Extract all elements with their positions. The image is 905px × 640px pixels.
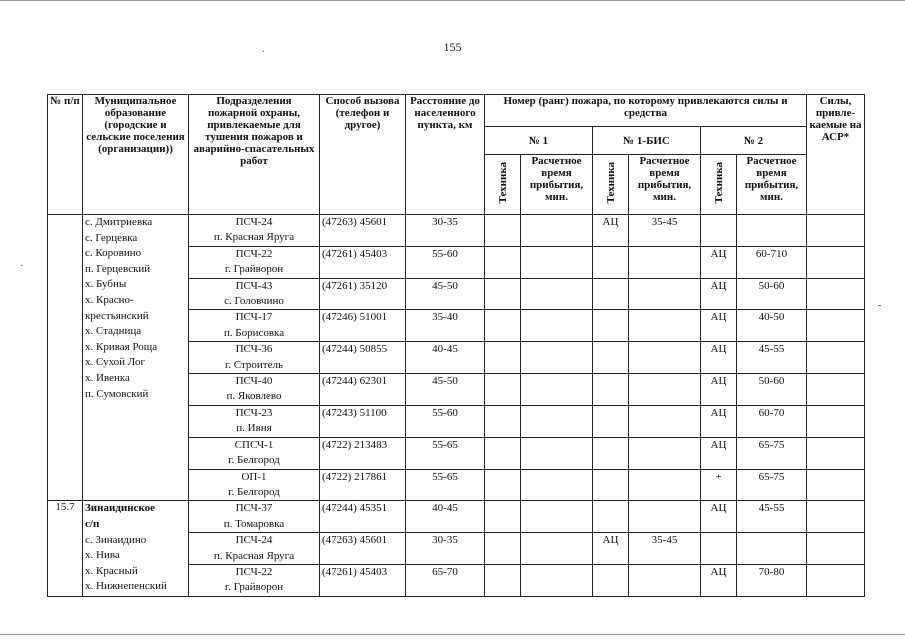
unit-location: г. Белгород (228, 485, 280, 498)
settlement-name: х. Красно- (85, 293, 134, 306)
asr-cell (807, 533, 865, 565)
asr-cell (807, 246, 865, 278)
arrival-2-cell: 60-70 (737, 405, 807, 437)
unit-name: СПСЧ-1 (234, 438, 274, 451)
distance-cell: 45-50 (406, 278, 485, 310)
arrival-2-cell: 70-80 (737, 564, 807, 596)
arrival-1bis-cell (629, 246, 701, 278)
settlement-name: х. Красный (85, 564, 138, 577)
settlement-name: п. Герцевский (85, 262, 151, 275)
unit-cell (189, 437, 320, 469)
unit-name: ПСЧ-24 (235, 216, 273, 228)
distance-cell: 30-35 (406, 215, 485, 247)
arrival-2-cell: 65-75 (737, 469, 807, 501)
asr-cell (807, 564, 865, 596)
tech-2-cell: АЦ (701, 374, 737, 406)
unit-cell (189, 246, 320, 278)
municipal-title: с/п (85, 517, 100, 530)
unit-location: г. Грайворон (224, 263, 284, 276)
table-header (48, 95, 865, 215)
unit-cell (189, 374, 320, 406)
tech-1bis-cell (593, 469, 629, 501)
phone-cell: (47244) 50855 (320, 342, 406, 374)
unit-cell (189, 533, 320, 565)
phone-cell: (4722) 217861 (320, 469, 406, 501)
arrival-1-cell (521, 278, 593, 310)
arrival-2-cell: 40-50 (737, 310, 807, 342)
tech-1-cell (485, 342, 521, 374)
asr-cell (807, 278, 865, 310)
header-arrival-2: Расчетное время прибытия, мин. (737, 155, 807, 215)
header-num: № п/п (48, 95, 83, 215)
settlement-name: х. Ивенка (85, 371, 130, 384)
asr-cell (807, 469, 865, 501)
tech-2-cell: + (701, 469, 737, 501)
distance-cell: 40-45 (406, 342, 485, 374)
tech-1bis-cell (593, 374, 629, 406)
header-asr: Силы, привле-каемые на АСР* (807, 95, 865, 215)
header-distance: Расстояние до населенного пункта, км (406, 95, 485, 215)
tech-1bis-cell (593, 278, 629, 310)
settlement-name: х. Нива (85, 549, 120, 562)
settlement-name: х. Сухой Лог (85, 356, 145, 369)
arrival-1-cell (521, 469, 593, 501)
distance-cell: 30-35 (406, 533, 485, 565)
tech-2-cell: АЦ (701, 501, 737, 533)
table-body (48, 215, 865, 597)
tech-2-cell: АЦ (701, 246, 737, 278)
tech-2-cell (701, 215, 737, 247)
distance-cell: 55-65 (406, 469, 485, 501)
arrival-2-cell (737, 533, 807, 565)
arrival-1-cell (521, 501, 593, 533)
distance-cell: 35-40 (406, 310, 485, 342)
scan-speck: . (20, 258, 23, 269)
settlement-name: х. Бубны (85, 278, 127, 291)
phone-cell: (47261) 45403 (320, 564, 406, 596)
tech-1-cell (485, 246, 521, 278)
asr-cell (807, 437, 865, 469)
tech-1bis-cell (593, 564, 629, 596)
arrival-2-cell (737, 215, 807, 247)
arrival-1bis-cell (629, 405, 701, 437)
unit-cell (189, 501, 320, 533)
tech-2-cell: АЦ (701, 437, 737, 469)
arrival-1-cell (521, 374, 593, 406)
header-call-method: Способ вызова (телефон и другое) (320, 95, 406, 215)
phone-cell: (47243) 51100 (320, 405, 406, 437)
unit-name: ПСЧ-43 (235, 279, 273, 292)
distance-cell: 55-65 (406, 437, 485, 469)
unit-name: ПСЧ-36 (235, 343, 273, 356)
arrival-1bis-cell: 35-45 (629, 215, 701, 247)
phone-cell: (47261) 45403 (320, 246, 406, 278)
unit-name: ПСЧ-23 (235, 406, 273, 419)
tech-1bis-cell (593, 310, 629, 342)
phone-cell: (47244) 45351 (320, 501, 406, 533)
table-row (48, 501, 865, 533)
tech-1bis-cell (593, 405, 629, 437)
tech-2-cell: АЦ (701, 564, 737, 596)
arrival-1-cell (521, 246, 593, 278)
asr-cell (807, 374, 865, 406)
tech-2-cell: АЦ (701, 310, 737, 342)
unit-location: п. Красная Яруга (213, 549, 295, 562)
settlement-name: х. Стадница (85, 325, 142, 338)
arrival-2-cell: 50-60 (737, 278, 807, 310)
tech-1bis-cell (593, 501, 629, 533)
unit-location: п. Ивня (236, 422, 272, 435)
unit-cell (189, 310, 320, 342)
distance-cell: 55-60 (406, 405, 485, 437)
header-rank1: № 1 (485, 127, 593, 155)
arrival-1-cell (521, 405, 593, 437)
arrival-1bis-cell (629, 469, 701, 501)
distance-cell: 65-70 (406, 564, 485, 596)
arrival-1-cell (521, 533, 593, 565)
unit-cell (189, 405, 320, 437)
tech-1-cell (485, 564, 521, 596)
arrival-2-cell: 60-710 (737, 246, 807, 278)
header-tech-1: Техника (496, 162, 509, 204)
unit-cell (189, 342, 320, 374)
header-tech-1bis: Техника (604, 162, 617, 204)
settlement-name: с. Дмитриевка (85, 216, 153, 228)
unit-location: п. Красная Яруга (213, 231, 295, 244)
arrival-1-cell (521, 564, 593, 596)
unit-name: ПСЧ-37 (235, 502, 273, 515)
header-tech-2: Техника (712, 162, 725, 204)
arrival-1bis-cell (629, 564, 701, 596)
arrival-1-cell (521, 215, 593, 247)
tech-1-cell (485, 469, 521, 501)
scan-speck: . (262, 44, 265, 55)
tech-1-cell (485, 437, 521, 469)
scan-speck: - (878, 300, 882, 311)
arrival-1bis-cell (629, 501, 701, 533)
tech-2-cell: АЦ (701, 342, 737, 374)
header-arrival-1bis: Расчетное время прибытия, мин. (629, 155, 701, 215)
asr-cell (807, 405, 865, 437)
phone-cell: (47246) 51001 (320, 310, 406, 342)
arrival-2-cell: 65-75 (737, 437, 807, 469)
unit-location: г. Грайворон (224, 581, 284, 594)
asr-cell (807, 215, 865, 247)
asr-cell (807, 342, 865, 374)
unit-location: п. Яковлево (226, 390, 282, 403)
unit-location: с. Головчино (224, 295, 284, 308)
tech-1bis-cell: АЦ (593, 215, 629, 247)
row-number (48, 215, 83, 501)
distance-cell: 40-45 (406, 501, 485, 533)
distance-cell: 45-50 (406, 374, 485, 406)
tech-1-cell (485, 501, 521, 533)
arrival-2-cell: 45-55 (737, 501, 807, 533)
arrival-1bis-cell (629, 437, 701, 469)
settlement-name: х. Нижнепенский (85, 580, 167, 593)
settlement-name: п. Сумовский (85, 387, 149, 400)
row-number: 15.7 (48, 501, 83, 596)
arrival-1bis-cell (629, 278, 701, 310)
settlement-name: с. Зинаидино (85, 533, 147, 546)
arrival-1-cell (521, 310, 593, 342)
tech-1bis-cell (593, 246, 629, 278)
distance-cell: 55-60 (406, 246, 485, 278)
settlement-name: с. Коровино (85, 247, 142, 260)
unit-location: г. Строитель (225, 358, 283, 371)
unit-name: ПСЧ-22 (235, 565, 273, 578)
header-municipal: Муниципальное образование (городские и сельские поселения (организации)) (83, 95, 189, 215)
header-rank2: № 2 (701, 127, 807, 155)
unit-name: ОП-1 (241, 470, 267, 483)
settlement-name: крестьянский (85, 309, 149, 322)
arrival-1-cell (521, 437, 593, 469)
arrival-1bis-cell (629, 374, 701, 406)
municipal-cell (83, 501, 189, 596)
arrival-1bis-cell: 35-45 (629, 533, 701, 565)
unit-cell (189, 215, 320, 247)
tech-1-cell (485, 215, 521, 247)
tech-1-cell (485, 374, 521, 406)
tech-1bis-cell (593, 437, 629, 469)
page-number: 155 (443, 40, 462, 54)
tech-1-cell (485, 533, 521, 565)
tech-1-cell (485, 278, 521, 310)
arrival-1bis-cell (629, 342, 701, 374)
unit-name: ПСЧ-40 (235, 375, 273, 388)
tech-2-cell: АЦ (701, 278, 737, 310)
unit-cell (189, 469, 320, 501)
asr-cell (807, 310, 865, 342)
unit-location: п. Томаровка (223, 517, 285, 530)
unit-cell (189, 564, 320, 596)
municipal-cell (83, 215, 189, 501)
settlement-name: с. Герцевка (85, 231, 138, 244)
header-arrival-1: Расчетное время прибытия, мин. (521, 155, 593, 215)
arrival-2-cell: 45-55 (737, 342, 807, 374)
scan-edge-bottom (0, 634, 905, 635)
unit-location: г. Белгород (228, 454, 280, 467)
tech-2-cell: АЦ (701, 405, 737, 437)
header-rank1bis: № 1-БИС (593, 127, 701, 155)
arrival-1bis-cell (629, 310, 701, 342)
header-units: Подразделения пожарной охраны, привлекаемые для тушения пожаров и аварийно-спасательных работ (189, 95, 320, 215)
unit-name: ПСЧ-24 (235, 534, 273, 547)
scan-edge-top (0, 0, 905, 1)
unit-name: ПСЧ-22 (235, 247, 273, 260)
fire-forces-table (47, 94, 865, 597)
phone-cell: (47244) 62301 (320, 374, 406, 406)
settlement-name: х. Кривая Роща (85, 340, 158, 353)
unit-location: п. Борисовка (223, 326, 285, 339)
header-rank-group: Номер (ранг) пожара, по которому привлекаются силы и средства (485, 95, 807, 127)
unit-cell (189, 278, 320, 310)
tech-1-cell (485, 405, 521, 437)
phone-cell: (47263) 45601 (320, 533, 406, 565)
asr-cell (807, 501, 865, 533)
phone-cell: (47263) 45601 (320, 215, 406, 247)
tech-1bis-cell: АЦ (593, 533, 629, 565)
unit-name: ПСЧ-17 (235, 311, 273, 324)
tech-1bis-cell (593, 342, 629, 374)
phone-cell: (47261) 35120 (320, 278, 406, 310)
arrival-1-cell (521, 342, 593, 374)
tech-1-cell (485, 310, 521, 342)
table-row (48, 215, 865, 247)
municipal-title: Зинаидинское (85, 502, 156, 515)
phone-cell: (4722) 213483 (320, 437, 406, 469)
tech-2-cell (701, 533, 737, 565)
arrival-2-cell: 50-60 (737, 374, 807, 406)
